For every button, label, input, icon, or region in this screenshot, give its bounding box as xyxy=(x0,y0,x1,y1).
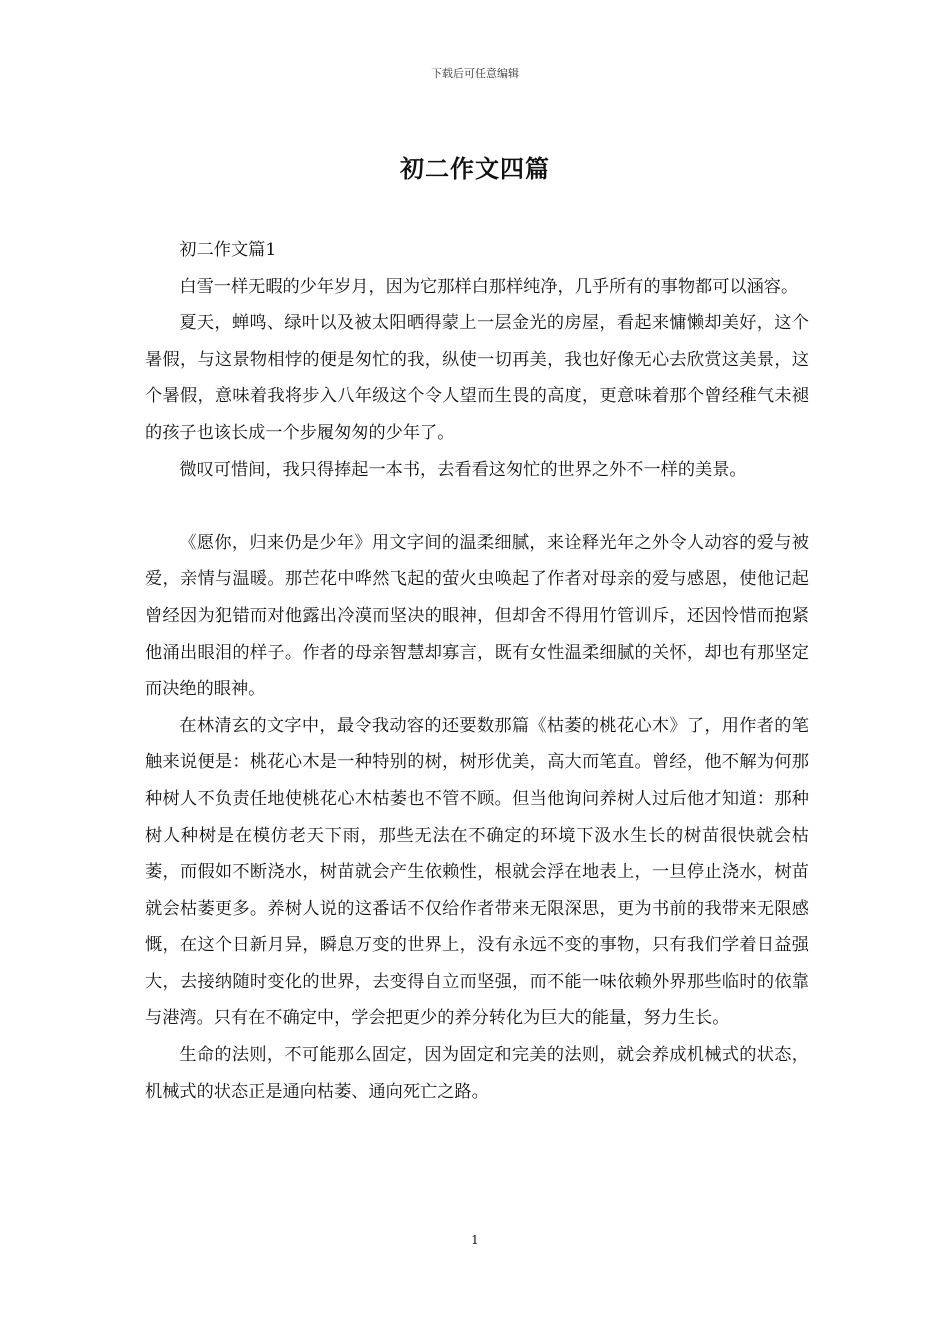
paragraph: 《愿你，归来仍是少年》用文字间的温柔细腻，来诠释光年之外令人动容的爱与被爱，亲情与温暖。那芒花中哗然飞起的萤火虫唤起了作者对母亲的爱与感恩，使他记起曾经因为犯错而对他露出冷漠而坚决的眼神，但却舍不得用竹管训斥，还因怜惜而抱紧他涌出眼泪的样子。作者的母亲智慧却寡言，既有女性温柔细腻的关怀，却也有那坚定而决绝的眼神。 xyxy=(145,532,809,700)
paragraph: 微叹可惜间，我只得捧起一本书，去看看这匆忙的世界之外不一样的美景。 xyxy=(179,459,747,480)
paragraph: 生命的法则，不可能那么固定，因为固定和完美的法则，就会养成机械式的状态，机械式的状态正是通向枯萎、通向死亡之路。 xyxy=(145,1045,809,1102)
blank-line xyxy=(145,488,809,525)
header-note: 下载后可任意编辑 xyxy=(431,67,519,80)
document-title: 初二作文四篇 xyxy=(400,154,550,183)
section-heading: 初二作文篇1 xyxy=(179,240,277,260)
paragraph: 在林清玄的文字中，最令我动容的还要数那篇《枯萎的桃花心木》了，用作者的笔触来说便是：桃花心木是一种特别的树，树形优美，高大而笔直。曾经，他不解为何那种树人不负责任地使桃花心木枯萎也不管不顾。但当他询问养树人过后他才知道：那种树人种树是在模仿老天下雨，那些无法在不确定的环境下汲水生长的树苗很快就会枯萎，而假如不断浇水，树苗就会产生依赖性，根就会浮在地表上，一旦停止浇水，树苗就会枯萎更多。养树人说的这番话不仅给作者带来无限深思，更为书前的我带来无限感慨，在这个日新月异，瞬息万变的世界上，没有永远不变的事物，只有我们学着日益强大，去接纳随时变化的世界，去变得自立而坚强，而不能一味依赖外界那些临时的依靠与港湾。只有在不确定中，学会把更少的养分转化为巨大的能量，努力生长。 xyxy=(145,715,809,1029)
paragraph: 白雪一样无暇的少年岁月，因为它那样白那样纯净，几乎所有的事物都可以涵容。 xyxy=(179,276,799,297)
paragraph: 夏天，蝉鸣、绿叶以及被太阳晒得蒙上一层金光的房屋，看起来慵懒却美好，这个暑假，与这景物相悖的便是匆忙的我，纵使一切再美，我也好像无心去欣赏这美景，这个暑假，意味着我将步入八年级这个令人望而生畏的高度，更意味着那个曾经稚气未褪的孩子也该长成一个步履匆匆的少年了。 xyxy=(145,313,809,443)
document-body xyxy=(145,232,809,1110)
page-number: 1 xyxy=(471,1233,479,1247)
